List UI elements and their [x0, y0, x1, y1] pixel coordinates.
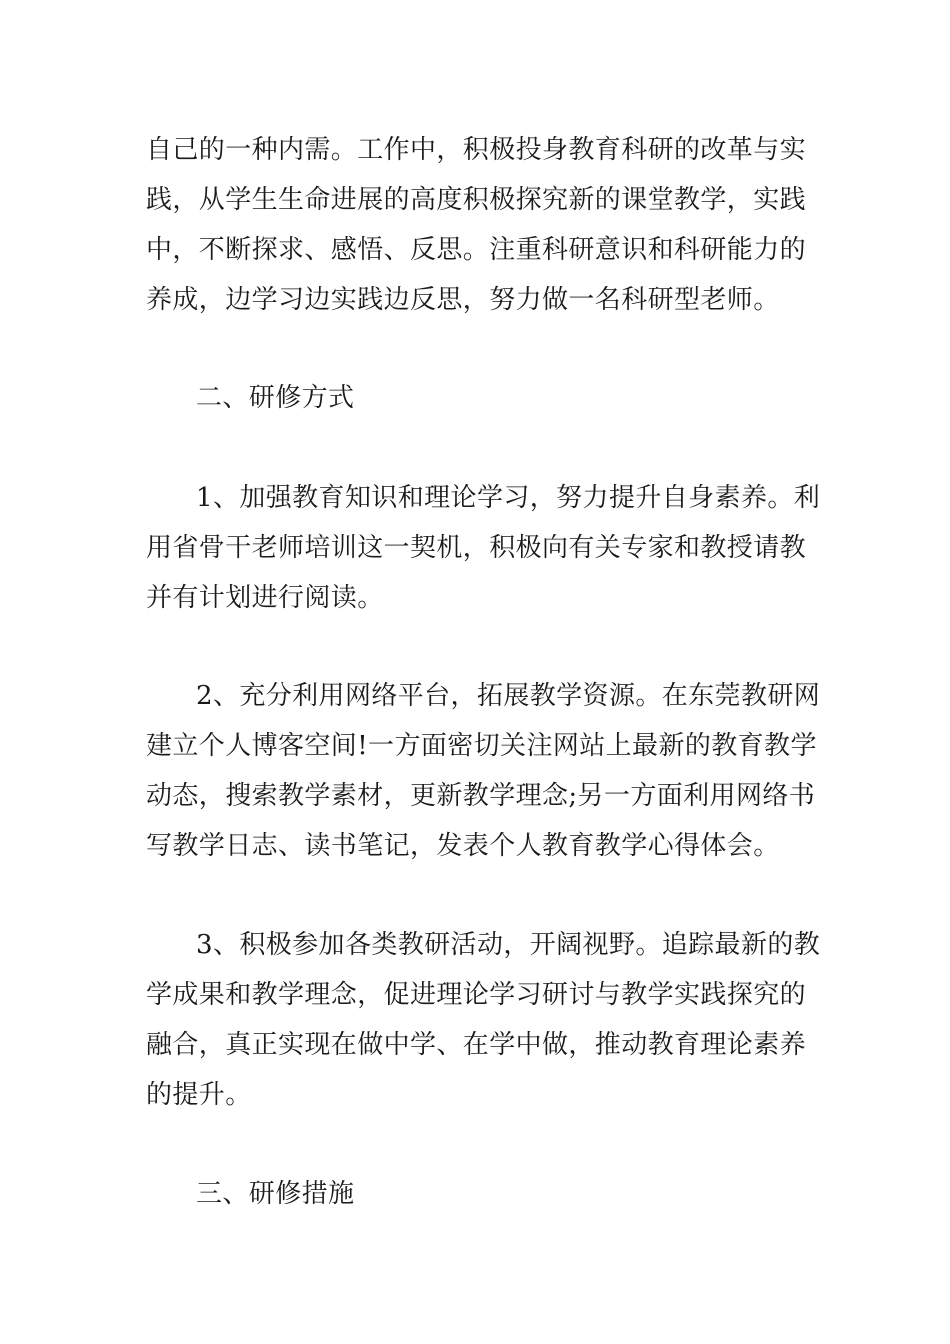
text-line: 1、加强教育知识和理论学习，努力提升自身素养。利 — [196, 483, 821, 513]
text-line: 3、积极参加各类教研活动，开阔视野。追踪最新的教 — [196, 930, 821, 960]
text-line: 用省骨干老师培训这一契机，积极向有关专家和教授请教 — [146, 533, 807, 563]
text-line: 写教学日志、读书笔记，发表个人教育教学心得体会。 — [146, 831, 780, 861]
text-line: 践，从学生生命进展的高度积极探究新的课堂教学，实践 — [146, 185, 807, 215]
section-heading-study-methods: 二、研修方式 — [196, 383, 355, 413]
text-line: 2、充分利用网络平台，拓展教学资源。在东莞教研网 — [196, 681, 821, 711]
text-line: 的提升。 — [146, 1080, 252, 1110]
text-line: 中，不断探求、感悟、反思。注重科研意识和科研能力的 — [146, 235, 807, 265]
text-line: 融合，真正实现在做中学、在学中做，推动教育理论素养 — [146, 1030, 807, 1060]
text-line: 自己的一种内需。工作中，积极投身教育科研的改革与实 — [146, 135, 807, 165]
text-line: 动态，搜索教学素材，更新教学理念;另一方面利用网络书 — [146, 781, 816, 811]
text-line: 建立个人博客空间!一方面密切关注网站上最新的教育教学 — [146, 731, 817, 761]
section-heading-study-measures: 三、研修措施 — [196, 1179, 355, 1209]
text-line: 并有计划进行阅读。 — [146, 583, 384, 613]
text-line: 养成，边学习边实践边反思，努力做一名科研型老师。 — [146, 285, 780, 315]
text-line: 学成果和教学理念，促进理论学习研讨与教学实践探究的 — [146, 980, 807, 1010]
